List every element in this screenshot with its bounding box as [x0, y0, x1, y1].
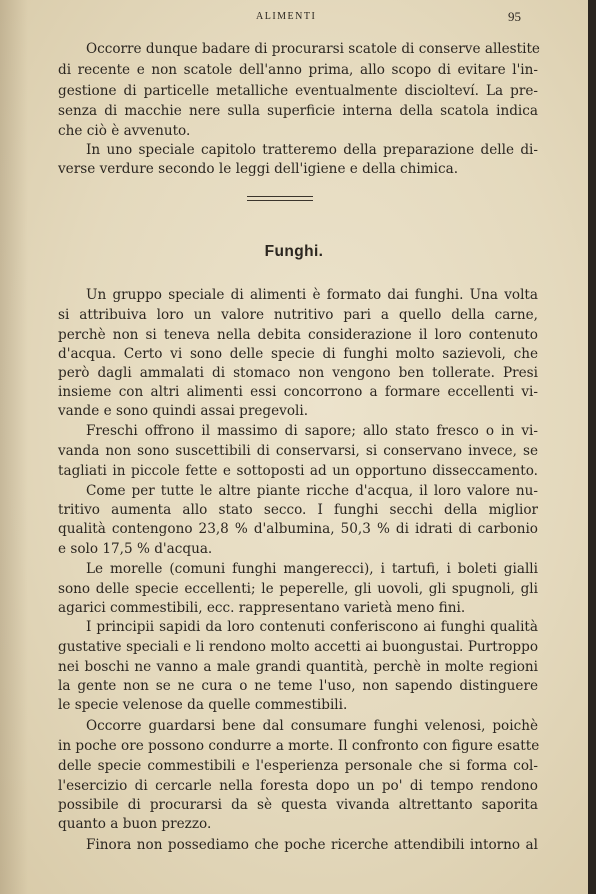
text-line: Occorre dunque badare di procurarsi scatole di conserve allestite	[86, 41, 540, 57]
text-line: e solo 17,5 % d'acqua.	[58, 541, 213, 557]
text-line: gustative speciali e li rendono molto accetti ai buongustai. Purtroppo	[58, 639, 538, 655]
text-line: sono delle specie eccellenti; le peperelle, gli uovoli, gli spugnoli, gli	[58, 581, 538, 597]
text-line: si attribuiva loro un valore nutritivo pari a quello della carne,	[58, 307, 538, 323]
text-line: delle specie commestibili e l'esperienza personale che si forma col-	[58, 758, 538, 774]
text-line: tagliati in piccole fette e sottoposti ad un opportuno disseccamento.	[58, 463, 538, 479]
text-line: Freschi offrono il massimo di sapore; allo stato fresco o in vi-	[86, 423, 538, 439]
text-line: in poche ore possono condurre a morte. Il confronto con figure esatte	[58, 738, 540, 754]
text-line: nei boschi ne vanno a male grandi quantità, perchè in molte regioni	[58, 659, 538, 675]
page-number: 95	[508, 9, 521, 24]
text-line: I principii sapidi da loro contenuti conferiscono ai funghi qualità	[86, 619, 538, 635]
text-line: d'acqua. Certo vi sono delle specie di funghi molto sazievoli, che	[58, 346, 538, 362]
text-line: In uno speciale capitolo tratteremo della preparazione delle di-	[86, 142, 538, 158]
text-line: quanto a buon prezzo.	[58, 816, 212, 832]
text-line: Come per tutte le altre piante ricche d'acqua, il loro valore nu-	[86, 483, 538, 499]
text-line: perchè non si teneva nella debita considerazione il loro contenuto	[58, 327, 538, 343]
text-line: l'esercizio di cercarle nella foresta dopo un po' di tempo rendono	[58, 778, 538, 794]
text-line: verse verdure secondo le leggi dell'igiene e della chimica.	[58, 161, 459, 177]
text-line: insieme con altri alimenti essi concorrono a formare eccellenti vi-	[58, 384, 538, 400]
text-line: qualità contengono 23,8 % d'albumina, 50,3 % di idrati di carbonio	[58, 521, 538, 537]
text-line: vanda non sono suscettibili di conservarsi, si conservano invece, se	[58, 443, 538, 459]
section-title: Funghi.	[264, 243, 324, 260]
text-line: senza di macchie nere sulla superficie interna della scatola indica	[58, 103, 538, 119]
text-line: però dagli ammalati di stomaco non vengono ben tollerate. Presi	[58, 365, 538, 381]
text-line: di recente e non scatole dell'anno prima, allo scopo di evitare l'in-	[58, 62, 538, 78]
text-line: le specie velenose da quelle commestibili.	[58, 697, 348, 713]
text-line: agarici commestibili, ecc. rappresentano varietà meno fini.	[58, 600, 466, 616]
text-line: la gente non se ne cura o ne teme l'uso, non sapendo distinguere	[58, 678, 538, 694]
running-title: ALIMENTI	[256, 11, 317, 22]
text-line: Occorre guardarsi bene dal consumare funghi velenosi, poichè	[86, 718, 538, 734]
text-line: gestione di particelle metalliche eventualmente disciolteví. La pre-	[58, 83, 538, 99]
text-line: possibile di procurarsi da sè questa vivanda altrettanto saporita	[58, 797, 538, 813]
text-line: Finora non possediamo che poche ricerche attendibili intorno al	[86, 837, 538, 853]
text-line: Un gruppo speciale di alimenti è formato dai funghi. Una volta	[86, 287, 538, 303]
running-head	[0, 9, 588, 27]
text-line: vande e sono quindi assai pregevoli.	[58, 403, 309, 419]
text-line: Le morelle (comuni funghi mangerecci), i tartufi, i boleti gialli	[86, 561, 538, 577]
text-line: che ciò è avvenuto.	[58, 123, 191, 139]
text-line: tritivo aumenta allo stato secco. I funghi secchi della miglior	[58, 502, 538, 518]
section-divider	[247, 196, 313, 201]
